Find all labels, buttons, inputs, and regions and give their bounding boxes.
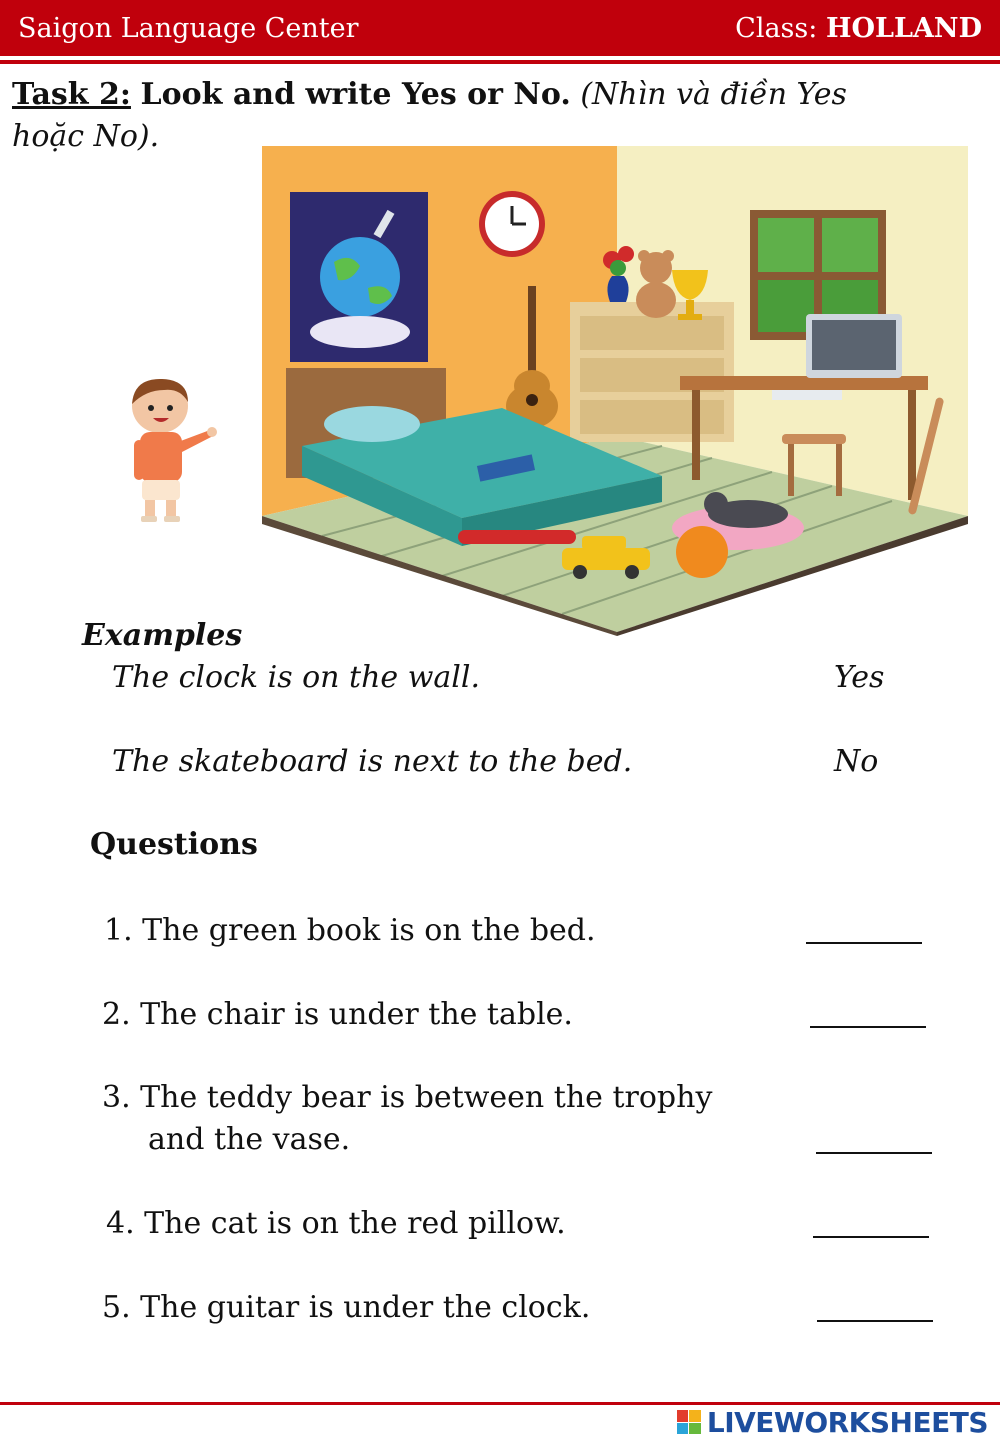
question-3-text-line1: 3. The teddy bear is between the trophy <box>102 1080 713 1115</box>
liveworksheets-logo-icon <box>677 1410 701 1434</box>
task-instruction-vi: (Nhìn và điền Yes hoặc No). <box>12 77 847 154</box>
wall-clock <box>479 191 545 257</box>
example-answer: Yes <box>834 660 885 695</box>
space-poster <box>290 192 428 362</box>
answer-blank-5[interactable] <box>817 1320 933 1322</box>
task-number: Task 2: <box>12 77 131 112</box>
example-row <box>112 660 912 695</box>
example-row <box>112 744 912 779</box>
liveworksheets-logo[interactable] <box>677 1404 988 1440</box>
answer-blank-1[interactable] <box>806 942 922 944</box>
school-name: Saigon Language Center <box>18 12 359 44</box>
example-answer: No <box>834 744 879 779</box>
header-divider <box>0 60 1000 64</box>
question-5-text: 5. The guitar is under the clock. <box>102 1290 591 1325</box>
pointing-boy-illustration <box>118 376 218 526</box>
question-1-text: 1. The green book is on the bed. <box>104 913 596 948</box>
answer-blank-3[interactable] <box>816 1152 932 1154</box>
class-prefix: Class: <box>735 12 818 44</box>
examples-heading: Examples <box>82 618 243 653</box>
class-label <box>735 13 982 44</box>
bedroom-scene-illustration <box>262 146 972 636</box>
questions-heading: Questions <box>90 827 258 862</box>
class-name: HOLLAND <box>825 12 982 44</box>
task-instruction: Look and write Yes or No. <box>140 77 571 112</box>
dresser <box>570 302 734 442</box>
example-sentence: The clock is on the wall. <box>112 660 480 695</box>
example-sentence: The skateboard is next to the bed. <box>112 744 633 779</box>
answer-blank-4[interactable] <box>813 1236 929 1238</box>
question-3-text-line2: and the vase. <box>148 1122 351 1157</box>
question-4-text: 4. The cat is on the red pillow. <box>106 1206 566 1241</box>
answer-blank-2[interactable] <box>810 1026 926 1028</box>
question-2-text: 2. The chair is under the table. <box>102 997 573 1032</box>
basketball <box>676 526 728 578</box>
header-bar <box>0 0 1000 56</box>
skateboard <box>458 530 576 544</box>
brand-text: LIVEWORKSHEETS <box>706 1405 988 1439</box>
